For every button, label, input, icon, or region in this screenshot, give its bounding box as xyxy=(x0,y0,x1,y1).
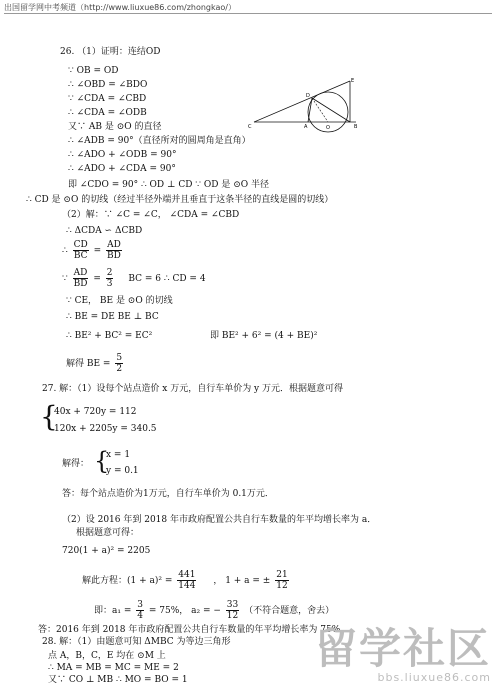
fraction-denominator: 4 xyxy=(137,611,143,621)
q26-line2: ∴ ∠OBD = ∠BDO xyxy=(68,80,148,90)
fraction-numerator: AD xyxy=(73,268,88,278)
fraction-denominator: 12 xyxy=(226,611,239,621)
q26-line5: 又∵ AB 是 ⊙O 的直径 xyxy=(68,122,162,132)
label-o: O xyxy=(326,125,330,131)
q27-title: 27. 解：（1）设每个站点造价 x 万元，自行车单价为 y 万元．根据题意可得 xyxy=(42,384,344,394)
q27-solve-pre: 解此方程：(1 + a)² = xyxy=(82,576,173,586)
q26-pythagoras-sub: 即 BE² + 6² = (4 + BE)² xyxy=(210,331,318,341)
fraction-33-12 xyxy=(226,600,239,621)
geometry-diagram xyxy=(246,76,364,134)
header-divider xyxy=(4,13,492,14)
q26-bc-cd: BC = 6 ∴ CD = 4 xyxy=(128,274,206,284)
q26-result-pre: 解得 BE = xyxy=(66,359,111,369)
fraction-numerator: 33 xyxy=(226,600,239,610)
line-c-e xyxy=(254,81,350,122)
q26-ratio1 xyxy=(62,240,124,261)
fraction-denominator: 144 xyxy=(178,581,196,591)
q26-line9: 即 ∠CDO = 90° ∴ OD ⊥ CD ∵ OD 是 ⊙O 半径 xyxy=(68,180,269,190)
fraction-numerator: 21 xyxy=(276,570,288,580)
watermark xyxy=(314,624,491,684)
fraction-denominator: BD xyxy=(107,251,121,261)
q26-be-de: ∴ BE = DE BE ⊥ BC xyxy=(66,312,159,322)
fraction-numerator: 3 xyxy=(137,600,143,610)
q27-answer: 答：每个站点造价为1万元，自行车单价为 0.1万元． xyxy=(62,489,274,499)
q26-ratio1-pre: ∴ xyxy=(62,246,68,256)
fraction-denominator: 2 xyxy=(116,364,123,374)
q27-solve-mid: ， 1 + a = ± xyxy=(213,576,271,586)
q27-eq1: 40x + 720y = 112 xyxy=(54,407,137,417)
q28-line2: ∴ MA = MB = MC = ME = 2 xyxy=(48,663,179,673)
fraction-ad-bd-2 xyxy=(73,268,89,289)
fraction-numerator: CD xyxy=(73,240,88,250)
equals-sign: = xyxy=(93,274,101,284)
q27-answer2: 答：2016 年到 2018 年市政府配置公共自行车数量的年平均增长率为 75%． xyxy=(38,625,350,635)
q26-line1: ∵ OB = OD xyxy=(68,66,119,76)
q27-part2-setup: （2）设 2016 年到 2018 年市政府配置公共自行车数量的年平均增长率为 a． xyxy=(62,515,377,525)
line-d-b xyxy=(312,98,350,122)
watermark-logo: 留学社区 xyxy=(314,624,491,673)
fraction-numerator: 5 xyxy=(116,353,123,363)
page-header: 出国留学网中考频道（http://www.liuxue86.com/zhongkao/） xyxy=(4,3,236,12)
label-b: B xyxy=(354,124,358,130)
q28-title: 28. 解：（1）由题意可知 ΔMBC 为等边三角形 xyxy=(42,637,231,647)
line-d-a xyxy=(308,98,312,122)
line-d-o xyxy=(312,98,328,122)
q28-line1: 点 A，B，C，E 均在 ⊙M 上 xyxy=(48,651,166,661)
q27-part2-equation: 720(1 + a)² = 2205 xyxy=(62,546,151,556)
q27-eq2: 120x + 2205y = 340.5 xyxy=(54,424,157,434)
q27-part2-solve xyxy=(82,570,291,591)
q26-ratio2-pre: ∵ xyxy=(62,274,68,284)
q27-system-brace: { xyxy=(40,400,58,433)
label-c: C xyxy=(248,124,252,130)
fraction-numerator: 2 xyxy=(106,268,113,278)
q26-line6: ∴ ∠ADB = 90°（直径所对的圆周角是直角） xyxy=(68,136,251,146)
q26-result xyxy=(66,353,125,374)
q26-ratio2 xyxy=(62,268,206,289)
q26-part2: （2）解：∵ ∠C = ∠C， ∠CDA = ∠CBD xyxy=(62,210,240,220)
watermark-url: bbs.liuxue86.com xyxy=(377,671,491,684)
q26-line10: ∴ CD 是 ⊙O 的切线（经过半径外端并且垂直于这条半径的直线是圆的切线） xyxy=(26,195,334,205)
q26-title: 26. （1）证明：连结OD xyxy=(60,47,161,57)
fraction-2-3 xyxy=(106,268,114,289)
q27-part2-roots xyxy=(94,600,334,621)
label-e: E xyxy=(351,78,355,84)
fraction-441-144 xyxy=(177,570,196,591)
fraction-denominator: BC xyxy=(73,251,88,261)
fraction-numerator: AD xyxy=(107,240,121,250)
fraction-21-12 xyxy=(275,570,288,591)
q26-tangent: ∵ CE， BE 是 ⊙O 的切线 xyxy=(66,296,173,306)
q26-line8: ∴ ∠ADO + ∠CDA = 90° xyxy=(68,164,176,174)
q26-line4: ∴ ∠CDA = ∠ODB xyxy=(68,108,147,118)
q28-line3: 又∵ CO ⊥ MB ∴ MO = BO = 1 xyxy=(48,675,188,685)
q27-roots-mid: = 75%， a₂ = − xyxy=(148,606,221,616)
q26-pythagoras: ∴ BE² + BC² = EC² xyxy=(66,331,153,341)
q27-solution-brace: { xyxy=(94,447,110,475)
q27-solve-label: 解得： xyxy=(62,459,90,469)
fraction-cd-bc xyxy=(73,240,89,261)
label-a: A xyxy=(304,124,308,130)
q27-roots-post: （不符合题意，舍去） xyxy=(244,606,335,616)
q26-line3: ∵ ∠CDA = ∠CBD xyxy=(68,94,147,104)
fraction-denominator: BD xyxy=(73,279,88,289)
fraction-denominator: 12 xyxy=(276,581,288,591)
q27-sol-x: x = 1 xyxy=(106,450,131,460)
q27-roots-pre: 即：a₁ = xyxy=(94,606,132,616)
equals-sign: = xyxy=(93,246,102,256)
fraction-3-4 xyxy=(136,600,144,621)
label-d: D xyxy=(306,93,310,99)
fraction-ad-bd xyxy=(106,240,122,261)
q26-similar: ∴ ΔCDA ∽ ΔCBD xyxy=(66,226,143,236)
q27-part2-basis: 根据题意可得： xyxy=(76,528,140,538)
fraction-numerator: 441 xyxy=(178,570,196,580)
fraction-denominator: 3 xyxy=(106,279,113,289)
q26-line7: ∴ ∠ADO + ∠ODB = 90° xyxy=(68,150,177,160)
fraction-5-2 xyxy=(115,353,123,374)
q27-sol-y: y = 0.1 xyxy=(106,466,139,476)
